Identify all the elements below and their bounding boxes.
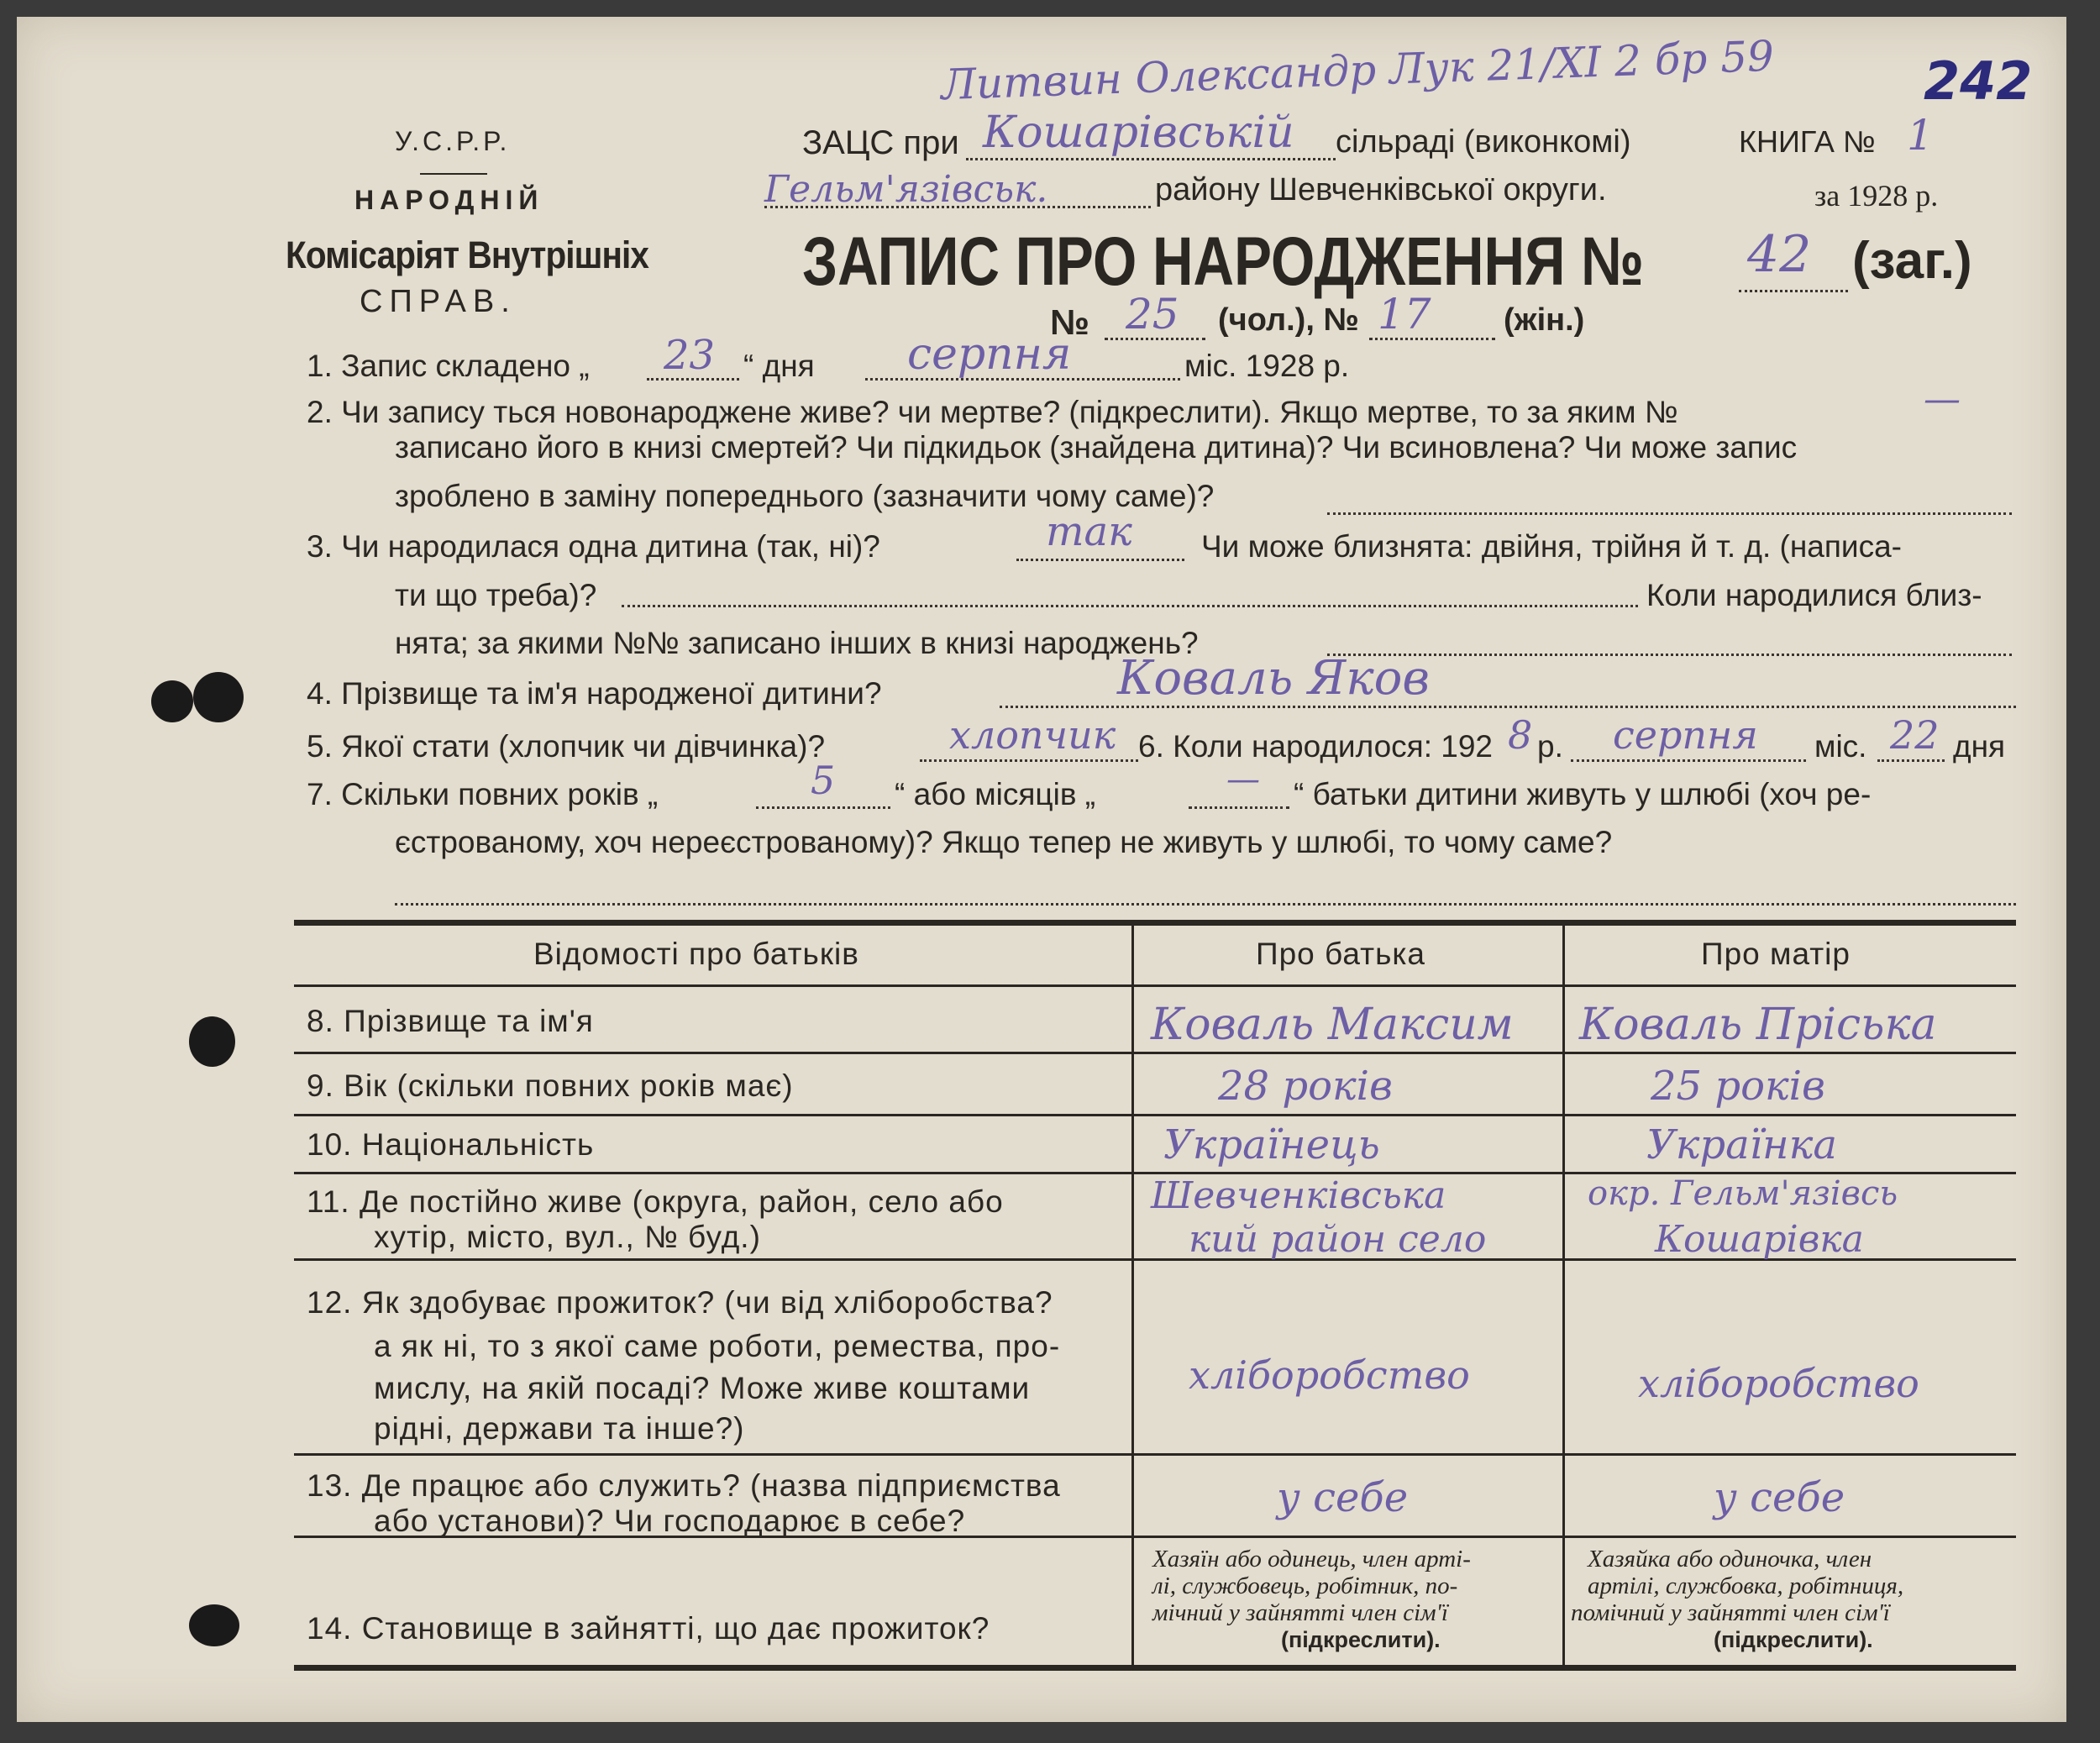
child-sex-line bbox=[920, 759, 1138, 762]
father-status-line3: мічний у зайнятті член сім'ї bbox=[1152, 1599, 1448, 1626]
district-label: району Шевченківської округи. bbox=[1155, 172, 1607, 207]
zags-village-line bbox=[966, 158, 1336, 160]
q2-line1: 2. Чи запису ться новонароджене живе? чи мертве? (підкреслити). Якщо мертве, то за яким № bbox=[307, 395, 1678, 429]
q7-label-b: “ або місяців „ bbox=[895, 777, 1096, 811]
q7-line2: єстрованому, хоч нереєстрованому)? Якщо тепер не живуть у шлюбі, то чому саме? bbox=[395, 825, 1613, 859]
zags-village-value: Кошарівській bbox=[983, 108, 1294, 158]
q1-label-b: “ дня bbox=[743, 349, 815, 383]
book-label: КНИГА № bbox=[1739, 124, 1876, 159]
mother-status-line2: артілі, службовка, робітниця, bbox=[1588, 1572, 1904, 1599]
female-count-value: 17 bbox=[1378, 290, 1431, 339]
form-title: ЗАПИС ПРО НАРОДЖЕННЯ № bbox=[802, 223, 1645, 300]
table-header-rule bbox=[294, 984, 2016, 987]
row14-label: 14. Становище в зайнятті, що дає прожиток? bbox=[307, 1611, 990, 1646]
district-value: Гельм'язівськ. bbox=[764, 168, 1048, 211]
ministry-line3: СПРАВ. bbox=[360, 284, 517, 319]
punch-hole-3 bbox=[189, 1016, 235, 1067]
father-age-value: 28 років bbox=[1218, 1063, 1393, 1110]
row8-rule bbox=[294, 1052, 2016, 1054]
father-nationality-value: Українець bbox=[1163, 1121, 1380, 1168]
q2-dash: — bbox=[1924, 378, 1961, 421]
table-top-rule bbox=[294, 920, 2016, 926]
q3-answer-line bbox=[1016, 559, 1184, 561]
num-label: № bbox=[1050, 302, 1089, 342]
q3-line2a: ти що треба)? bbox=[395, 578, 597, 612]
ministry-line2: Комісаріят Внутрішніх bbox=[286, 234, 649, 276]
row12-label-line1: 12. Як здобуває прожиток? (чи від хліборобства? bbox=[307, 1285, 1053, 1320]
col2-divider bbox=[1562, 924, 1565, 1665]
republic-label: У.С.Р.Р. bbox=[395, 126, 511, 156]
q3-line1a: 3. Чи народилася одна дитина (так, ні)? bbox=[307, 529, 880, 564]
q1-day-line bbox=[647, 378, 739, 381]
mother-status-line1: Хазяйка або одиночка, член bbox=[1588, 1546, 1872, 1572]
district-line bbox=[764, 206, 1151, 208]
q3-numbers-line bbox=[1327, 654, 2012, 656]
title-suffix: (заг.) bbox=[1852, 232, 1972, 290]
year-label: за 1928 р. bbox=[1814, 179, 1939, 213]
mother-name-value: Коваль Пріська bbox=[1579, 1000, 1937, 1050]
punch-hole-1 bbox=[151, 680, 193, 722]
row13-label-line1: 13. Де працює або служить? (назва підприємства bbox=[307, 1468, 1061, 1503]
father-occupation-value: хліборобство bbox=[1189, 1352, 1470, 1398]
q7-reason-line bbox=[395, 903, 2016, 906]
birth-year-digit: 8 bbox=[1508, 712, 1533, 758]
birth-record-form bbox=[17, 17, 2066, 1722]
male-count-line bbox=[1105, 338, 1205, 340]
q3-line1b: Чи може близнята: двійня, трійня й т. д. (написа- bbox=[1201, 529, 1902, 564]
q1-label-a: 1. Запис складено „ bbox=[307, 349, 590, 383]
sovet-label: сільраді (виконкомі) bbox=[1336, 124, 1631, 160]
page-number: 242 bbox=[1924, 50, 2033, 112]
mother-status-line3: помічний у зайнятті член сім'ї bbox=[1571, 1599, 1890, 1626]
q1-month-line bbox=[865, 378, 1180, 381]
q5-label: 5. Якої стати (хлопчик чи дівчинка)? bbox=[307, 729, 826, 764]
q3-answer: так bbox=[1046, 508, 1132, 555]
row12-label-line3: мислу, на якій посаді? Може живе коштами bbox=[374, 1371, 1031, 1405]
zags-label: ЗАЦС при bbox=[802, 124, 959, 161]
mother-nationality-value: Українка bbox=[1646, 1121, 1837, 1168]
mother-residence-line2: Кошарівка bbox=[1655, 1218, 1864, 1261]
father-workplace-value: у себе bbox=[1277, 1474, 1409, 1521]
mother-age-value: 25 років bbox=[1651, 1063, 1825, 1110]
row11-label-line2: хутір, місто, вул., № буд.) bbox=[374, 1220, 761, 1254]
birth-day-value: 22 bbox=[1890, 712, 1940, 758]
table-header-info: Відомості про батьків bbox=[533, 937, 859, 971]
punch-hole-4 bbox=[189, 1604, 239, 1646]
col1-divider bbox=[1131, 924, 1134, 1665]
mother-workplace-value: у себе bbox=[1714, 1474, 1845, 1521]
row13-label-line2: або установи)? Чи господарює в себе? bbox=[374, 1504, 966, 1538]
marriage-months-value: — bbox=[1226, 760, 1260, 799]
female-count-line bbox=[1369, 338, 1495, 340]
male-label: (чол.), № bbox=[1218, 302, 1359, 338]
child-sex-value: хлопчик bbox=[949, 712, 1116, 758]
row10-label: 10. Національність bbox=[307, 1127, 595, 1162]
q6-mis: міс. bbox=[1814, 729, 1867, 764]
mother-occupation-value: хліборобство bbox=[1638, 1361, 1919, 1406]
q2-line3: зроблено в заміну попереднього (зазначити чому саме)? bbox=[395, 479, 1215, 513]
father-residence-line1: Шевченківська bbox=[1151, 1174, 1446, 1217]
father-status-line2: лі, службовець, робітник, по- bbox=[1152, 1572, 1458, 1599]
q1-month-value: серпня bbox=[907, 329, 1072, 380]
row11-label-line1: 11. Де постійно живе (округа, район, село або bbox=[307, 1184, 1004, 1219]
q7-label-a: 7. Скільки повних років „ bbox=[307, 777, 659, 811]
q6-label: 6. Коли народилося: 192 bbox=[1138, 729, 1494, 764]
birth-month-value: серпня bbox=[1613, 712, 1758, 758]
father-status-line1: Хазяїн або одинець, член арті- bbox=[1152, 1546, 1471, 1572]
ministry-line1: НАРОДНІЙ bbox=[354, 185, 544, 215]
row8-label: 8. Прізвище та ім'я bbox=[307, 1004, 594, 1038]
marriage-months-line bbox=[1189, 806, 1289, 809]
q4-label: 4. Прізвище та ім'я народженої дитини? bbox=[307, 676, 882, 711]
q1-label-c: міс. 1928 р. bbox=[1184, 349, 1350, 383]
child-name-line bbox=[1000, 706, 2016, 708]
q3-line3: нята; за якими №№ записано інших в книзі народжень? bbox=[395, 626, 1199, 660]
q1-day-value: 23 bbox=[664, 332, 716, 379]
row9-label: 9. Вік (скільки повних років має) bbox=[307, 1068, 794, 1103]
row9-rule bbox=[294, 1114, 2016, 1116]
record-number-line bbox=[1739, 290, 1848, 292]
q3-twins-line bbox=[622, 605, 1638, 607]
q2-line2: записано його в книзі смертей? Чи підкидьок (знайдена дитина)? Чи всиновлена? Чи може запис bbox=[395, 430, 1798, 465]
q6-r: р. bbox=[1537, 729, 1563, 764]
record-number-value: 42 bbox=[1747, 225, 1812, 284]
q3-line2b: Коли народилися близ- bbox=[1646, 578, 1982, 612]
table-bottom-rule bbox=[294, 1665, 2016, 1671]
row12-rule bbox=[294, 1453, 2016, 1456]
q7-label-c: “ батьки дитини живуть у шлюбі (хоч ре- bbox=[1294, 777, 1872, 811]
father-residence-line2: кий район село bbox=[1189, 1218, 1487, 1261]
marriage-years-value: 5 bbox=[811, 758, 836, 803]
top-annotation: Литвин Олександр Лук 21/XI 2 бр 59 bbox=[940, 31, 1775, 110]
father-status-line4: (підкреслити). bbox=[1281, 1627, 1441, 1652]
female-label: (жін.) bbox=[1504, 302, 1585, 338]
q6-dnia: дня bbox=[1953, 729, 2006, 764]
table-header-mother: Про матір bbox=[1701, 937, 1851, 971]
row12-label-line2: а як ні, то з якої саме роботи, ремества, про- bbox=[374, 1329, 1061, 1363]
male-count-value: 25 bbox=[1126, 290, 1179, 339]
mother-status-line4: (підкреслити). bbox=[1714, 1627, 1873, 1652]
q2-answer-line bbox=[1327, 512, 2012, 515]
punch-hole-2 bbox=[193, 672, 244, 722]
marriage-years-line bbox=[756, 806, 890, 809]
header-divider bbox=[420, 173, 487, 175]
table-header-father: Про батька bbox=[1256, 937, 1425, 971]
father-name-value: Коваль Максим bbox=[1151, 1000, 1514, 1050]
child-name-value: Коваль Яков bbox=[1117, 651, 1430, 706]
row12-label-line4: рідні, держави та інше?) bbox=[374, 1411, 745, 1446]
mother-residence-line1: окр. Гельм'язівсь bbox=[1588, 1174, 1898, 1213]
birth-month-line bbox=[1571, 759, 1806, 762]
birth-day-line bbox=[1877, 759, 1945, 762]
book-number-value: 1 bbox=[1907, 111, 1934, 160]
